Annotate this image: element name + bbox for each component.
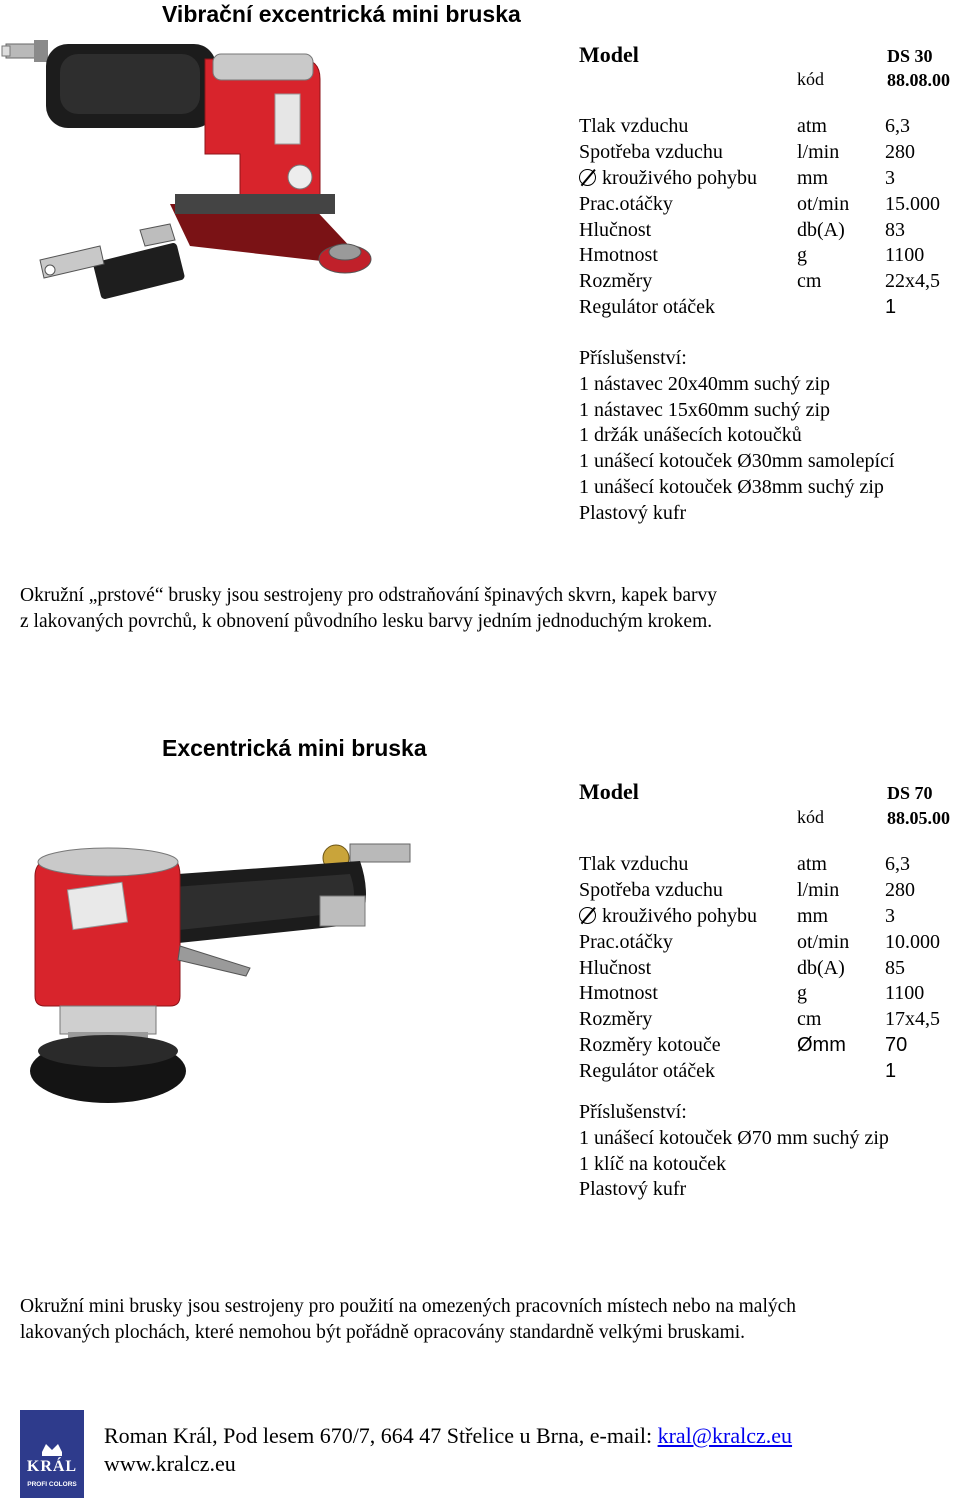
footer-address-line bbox=[104, 1422, 792, 1450]
spec-value: 70 bbox=[885, 1034, 908, 1056]
red-housing bbox=[35, 856, 180, 1006]
section2-title: Excentrická mini bruska bbox=[162, 735, 427, 761]
spec-value: 17x4,5 bbox=[885, 1008, 940, 1030]
spec-label: Spotřeba vzduchu bbox=[579, 879, 723, 901]
spec-value: 280 bbox=[885, 879, 915, 901]
spec-label: Rozměry kotouče bbox=[579, 1034, 721, 1056]
air-fitting bbox=[350, 844, 410, 862]
spec-label: Tlak vzduchu bbox=[579, 853, 689, 875]
spec-row bbox=[579, 982, 960, 1008]
footer-contact bbox=[104, 1422, 792, 1478]
spec-label: Spotřeba vzduchu bbox=[579, 141, 723, 163]
description-line: Okružní „prstové“ brusky jsou sestrojeny pro odstraňování špinavých skvrn, kapek barvy bbox=[20, 585, 717, 606]
accessory-item: 1 nástavec 20x40mm suchý zip bbox=[579, 372, 831, 395]
spec-unit: atm bbox=[797, 115, 827, 137]
spec-label: Rozměry bbox=[579, 270, 653, 292]
spec-value: 15.000 bbox=[885, 193, 940, 215]
spec-value: 1100 bbox=[885, 244, 925, 266]
accessories-heading: Příslušenství: bbox=[579, 347, 687, 369]
spec-label: Prac.otáčky bbox=[579, 931, 673, 953]
spec-row bbox=[579, 296, 960, 322]
spec-label-text: krouživého pohybu bbox=[602, 905, 757, 927]
diameter-icon bbox=[579, 169, 596, 186]
company-logo bbox=[20, 1410, 84, 1498]
accessory-item: 1 unášecí kotouček Ø30mm samolepící bbox=[579, 450, 895, 473]
spec-row bbox=[579, 167, 960, 193]
spec-table-ds70 bbox=[579, 779, 959, 1089]
spec-row bbox=[579, 219, 960, 245]
spec-row bbox=[579, 931, 960, 957]
spec-unit: atm bbox=[797, 853, 827, 875]
spec-value: 1 bbox=[885, 1060, 897, 1082]
spec-table-ds30 bbox=[579, 42, 959, 322]
spec-row bbox=[579, 1008, 960, 1034]
spec-row bbox=[579, 957, 960, 983]
spec-unit: db(A) bbox=[797, 957, 845, 979]
air-fitting bbox=[6, 44, 38, 58]
spec-row bbox=[579, 879, 960, 905]
spec-value: 280 bbox=[885, 141, 915, 163]
accessory-item: 1 držák unášecích kotoučků bbox=[579, 424, 802, 447]
spec-unit: l/min bbox=[797, 141, 840, 163]
spec-value: 22x4,5 bbox=[885, 270, 940, 292]
spec-value: 3 bbox=[885, 905, 895, 927]
spec-label: Hlučnost bbox=[579, 957, 652, 979]
description-line: Okružní mini brusky jsou sestrojeny pro použití na omezených pracovních místech nebo na malých bbox=[20, 1296, 797, 1317]
accessory-item: Plastový kufr bbox=[579, 1178, 687, 1201]
spec-unit: g bbox=[797, 982, 807, 1004]
description-ds70 bbox=[20, 1294, 796, 1346]
spec-row bbox=[579, 905, 960, 931]
spec-value: 10.000 bbox=[885, 931, 940, 953]
description-ds30 bbox=[20, 583, 717, 635]
description-line: lakovaných plochách, které nemohou být pořádně opracovány standardně velkými bruskami. bbox=[20, 1322, 746, 1343]
spec-label: Regulátor otáček bbox=[579, 296, 716, 318]
kod-value: 88.08.00 bbox=[887, 70, 950, 90]
spec-label: Prac.otáčky bbox=[579, 193, 673, 215]
model-label: Model bbox=[579, 779, 639, 804]
spec-row bbox=[579, 141, 960, 167]
spec-unit: db(A) bbox=[797, 219, 845, 241]
spec-label: Hmotnost bbox=[579, 982, 658, 1004]
spec-label-text: krouživého pohybu bbox=[602, 167, 757, 189]
spec-label: Regulátor otáček bbox=[579, 1060, 716, 1082]
spec-value: 85 bbox=[885, 957, 905, 979]
spec-unit: ot/min bbox=[797, 931, 850, 953]
spec-row bbox=[579, 853, 960, 879]
accessory-item: 1 klíč na kotouček bbox=[579, 1152, 727, 1175]
accessory-item: 1 unášecí kotouček Ø70 mm suchý zip bbox=[579, 1126, 889, 1149]
spec-unit: Ømm bbox=[797, 1034, 846, 1056]
accessories-heading: Příslušenství: bbox=[579, 1101, 687, 1123]
email-link[interactable]: kral@kralcz.eu bbox=[657, 1423, 793, 1448]
logo-subtext: PROFI COLORS bbox=[27, 1481, 77, 1488]
accessory-item: Plastový kufr bbox=[579, 501, 687, 524]
spec-label: Rozměry bbox=[579, 1008, 653, 1030]
logo-text: KRÁL bbox=[26, 1458, 78, 1475]
spec-row bbox=[579, 270, 960, 296]
spec-label: Tlak vzduchu bbox=[579, 115, 689, 137]
product-image-ds70 bbox=[20, 836, 418, 1118]
accessories-ds30 bbox=[579, 347, 894, 528]
spec-label: Hlučnost bbox=[579, 219, 652, 241]
kod-label: kód bbox=[797, 807, 824, 827]
spec-row bbox=[579, 1060, 960, 1086]
kod-label: kód bbox=[797, 69, 824, 89]
accessories-ds70 bbox=[579, 1101, 889, 1204]
model-label: Model bbox=[579, 42, 639, 67]
spec-unit: mm bbox=[797, 167, 829, 189]
accessory-item: 1 unášecí kotouček Ø38mm suchý zip bbox=[579, 475, 884, 498]
spec-value: 6,3 bbox=[885, 853, 910, 875]
section1-title: Vibrační excentrická mini bruska bbox=[162, 1, 521, 27]
model-value: DS 70 bbox=[887, 783, 933, 803]
product-image-ds30 bbox=[0, 34, 385, 312]
spec-value: 1100 bbox=[885, 982, 925, 1004]
spec-row bbox=[579, 115, 960, 141]
spec-label bbox=[579, 905, 757, 928]
spec-unit: g bbox=[797, 244, 807, 266]
spec-unit: cm bbox=[797, 270, 822, 292]
spec-row bbox=[579, 244, 960, 270]
accessory-item: 1 nástavec 15x60mm suchý zip bbox=[579, 398, 831, 421]
website-link[interactable]: www.kralcz.eu bbox=[104, 1451, 236, 1476]
spec-label bbox=[579, 167, 757, 190]
spec-unit: mm bbox=[797, 905, 829, 927]
footer-address: Roman Král, Pod lesem 670/7, 664 47 Střelice u Brna, e-mail: bbox=[104, 1423, 658, 1448]
kod-value: 88.05.00 bbox=[887, 808, 950, 828]
spec-value: 6,3 bbox=[885, 115, 910, 137]
spec-unit: cm bbox=[797, 1008, 822, 1030]
spec-value: 1 bbox=[885, 296, 897, 318]
spec-row bbox=[579, 1034, 960, 1060]
spec-label: Hmotnost bbox=[579, 244, 658, 266]
spec-row bbox=[579, 193, 960, 219]
spec-unit: ot/min bbox=[797, 193, 850, 215]
diameter-icon bbox=[579, 907, 596, 924]
spec-value: 83 bbox=[885, 219, 905, 241]
spec-value: 3 bbox=[885, 167, 895, 189]
description-line: z lakovaných povrchů, k obnovení původního lesku barvy jedním jednoduchým krokem. bbox=[20, 611, 713, 632]
model-value: DS 30 bbox=[887, 46, 933, 66]
spec-unit: l/min bbox=[797, 879, 840, 901]
